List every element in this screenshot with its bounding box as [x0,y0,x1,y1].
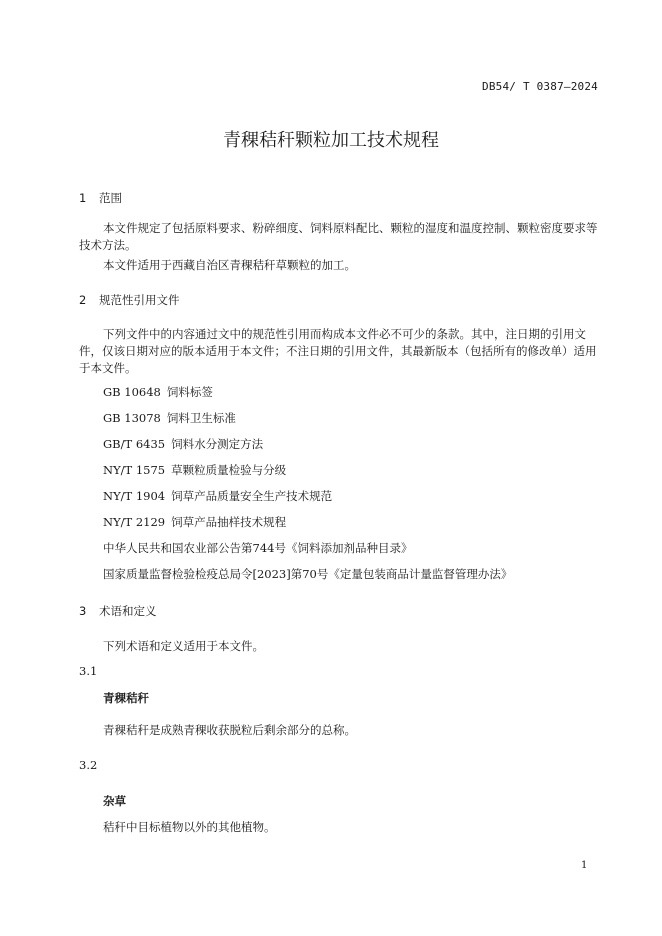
document-title: 青稞秸秆颗粒加工技术规程 [223,130,439,151]
section-1-paragraph-1 [79,220,599,254]
reference-item [103,384,213,400]
section-2-intro [79,326,599,377]
standard-number: DB54/ T 0387—2024 [482,80,598,93]
term-number: 3.1 [79,664,98,678]
section-number: 1 [79,191,87,205]
reference-name: 饲料卫生标准 [166,411,236,425]
term-name: 青稞秸秆 [103,691,149,705]
reference-item: 中华人民共和国农业部公告第744号《饲料添加剂品种目录》 [103,541,413,555]
reference-item [103,462,286,478]
section-title: 范围 [99,191,122,205]
paragraph-text: 本文件规定了包括原料要求、粉碎细度、饲料原料配比、颗粒的湿度和温度控制、颗粒密度要求等技术方法。 [79,221,598,252]
section-number: 2 [79,293,87,307]
reference-item: 国家质量监督检验检疫总局令[2023]第70号《定量包装商品计量监督管理办法》 [103,567,513,581]
paragraph-text: 下列文件中的内容通过文中的规范性引用而构成本文件必不可少的条款。其中，注日期的引用文件，仅该日期对应的版本适用于本文件；不注日期的引用文件，其最新版本（包括所有的修改单）适用于本文件。 [79,327,597,375]
reference-item [103,514,286,530]
reference-name: 饲料水分测定方法 [171,437,264,451]
reference-item [103,436,263,452]
term-definition: 秸秆中目标植物以外的其他植物。 [103,820,276,834]
term-name: 杂草 [103,794,126,808]
paragraph-text: 下列术语和定义适用于本文件。 [103,639,264,653]
reference-code: GB 13078 [103,411,161,425]
reference-name: 饲料标签 [166,385,213,399]
reference-code: GB 10648 [103,385,161,399]
reference-code: NY/T 1904 [103,489,166,503]
reference-item [103,410,236,426]
term-number: 3.2 [79,758,98,772]
section-title: 术语和定义 [99,604,157,618]
page-number: 1 [581,860,588,871]
reference-code: GB/T 6435 [103,437,166,451]
reference-code: NY/T 2129 [103,515,166,529]
section-number: 3 [79,604,87,618]
section-3-intro [79,638,599,655]
reference-code: NY/T 1575 [103,463,166,477]
reference-item [103,488,332,504]
paragraph-text: 本文件适用于西藏自治区青稞秸秆草颗粒的加工。 [103,258,356,272]
section-1-heading [79,190,122,206]
section-2-heading [79,292,180,308]
reference-name: 饲草产品质量安全生产技术规范 [171,489,333,503]
section-title: 规范性引用文件 [99,293,180,307]
reference-name: 草颗粒质量检验与分级 [171,463,287,477]
reference-name: 饲草产品抽样技术规程 [171,515,287,529]
term-definition: 青稞秸秆是成熟青稞收获脱粒后剩余部分的总称。 [103,723,356,737]
section-3-heading [79,603,157,619]
section-1-paragraph-2 [79,257,599,274]
